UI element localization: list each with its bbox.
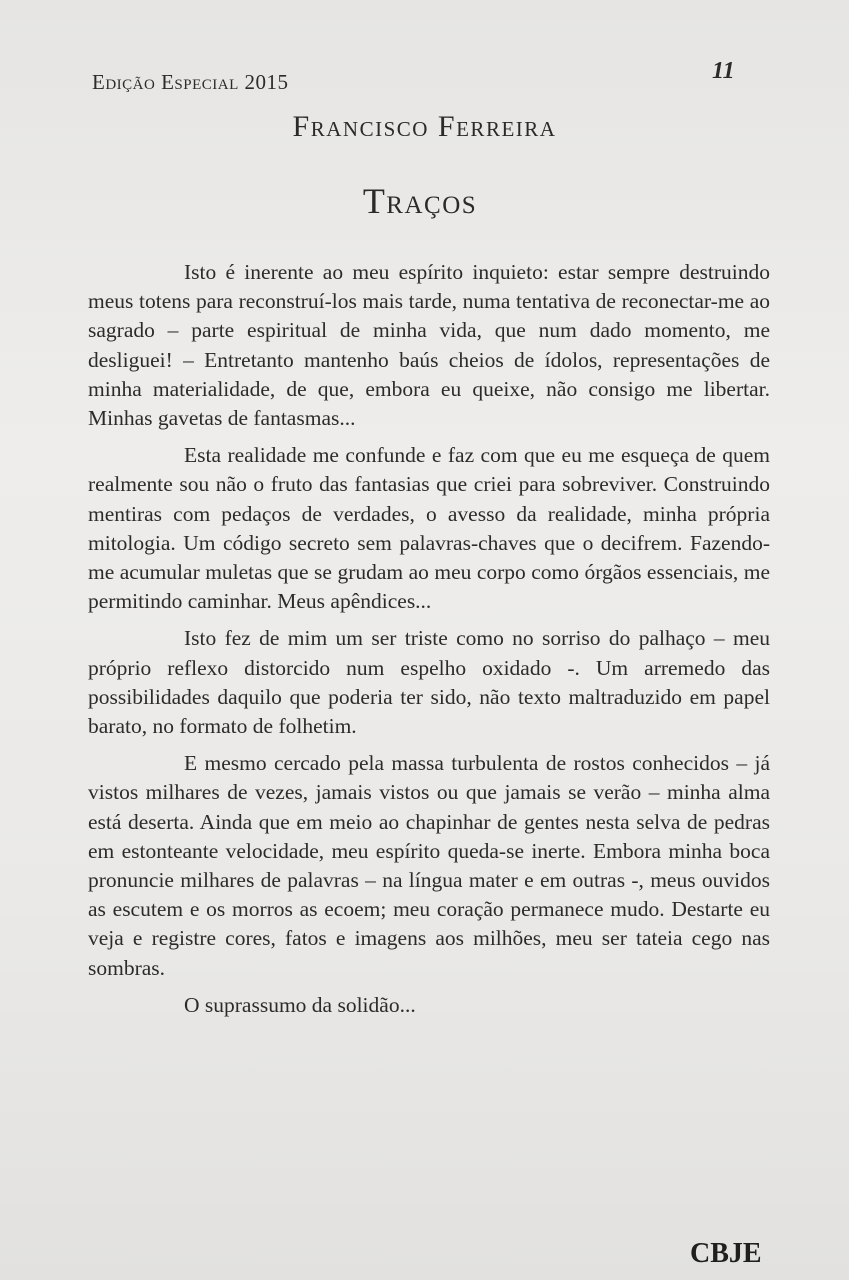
paragraph: Esta realidade me confunde e faz com que eu me esqueça de quem realmente sou não o fruto das fantasias que criei para sobreviver. Construindo mentiras com pedaços de verdades, o avesso da realidade, minha própria mitologia. Um código secreto sem palavras-chaves que o decifrem. Fazendo-me acumular muletas que se grudam ao meu corpo como órgãos essenciais, me permitindo caminhar. Meus apêndices... xyxy=(88,443,770,614)
edition-header: Edição Especial 2015 xyxy=(92,70,289,94)
text-body xyxy=(88,258,770,1028)
page-number: 11 xyxy=(712,58,735,84)
paragraph: E mesmo cercado pela massa turbulenta de rostos conhecidos – já vistos milhares de vezes, jamais vistos ou que jamais se verão – minha alma está deserta. Ainda que em meio ao chapinhar de gentes nesta selva de pedras em estonteante velocidade, meu espírito queda-se inerte. Embora minha boca pronuncie milhares de palavras – na língua mater e em outras -, meus ouvidos as escutem e os morros as ecoem; meu coração permanece mudo. Destarte eu veja e registre cores, fatos e imagens aos milhões, meu ser tateia cego nas sombras. xyxy=(88,751,770,980)
paragraph: Isto fez de mim um ser triste como no sorriso do palhaço – meu próprio reflexo distorcido num espelho oxidado -. Um arremedo das possibilidades daquilo que poderia ter sido, não texto maltraduzido em papel barato, no formato de folhetim. xyxy=(88,626,770,739)
paragraph: Isto é inerente ao meu espírito inquieto: estar sempre destruindo meus totens para reconstruí-los mais tarde, numa tentativa de reconectar-me ao sagrado – parte espiritual de minha vida, que num dado momento, me desliguei! – Entretanto mantenho baús cheios de ídolos, representações de minha materialidade, de que, embora eu queixe, não consigo me libertar. Minhas gavetas de fantasmas... xyxy=(88,260,770,431)
poem-title: Traços xyxy=(362,181,478,221)
publisher-footer: CBJE xyxy=(690,1238,762,1269)
paragraph: O suprassumo da solidão... xyxy=(184,992,416,1017)
author-name: Francisco Ferreira xyxy=(292,110,557,143)
